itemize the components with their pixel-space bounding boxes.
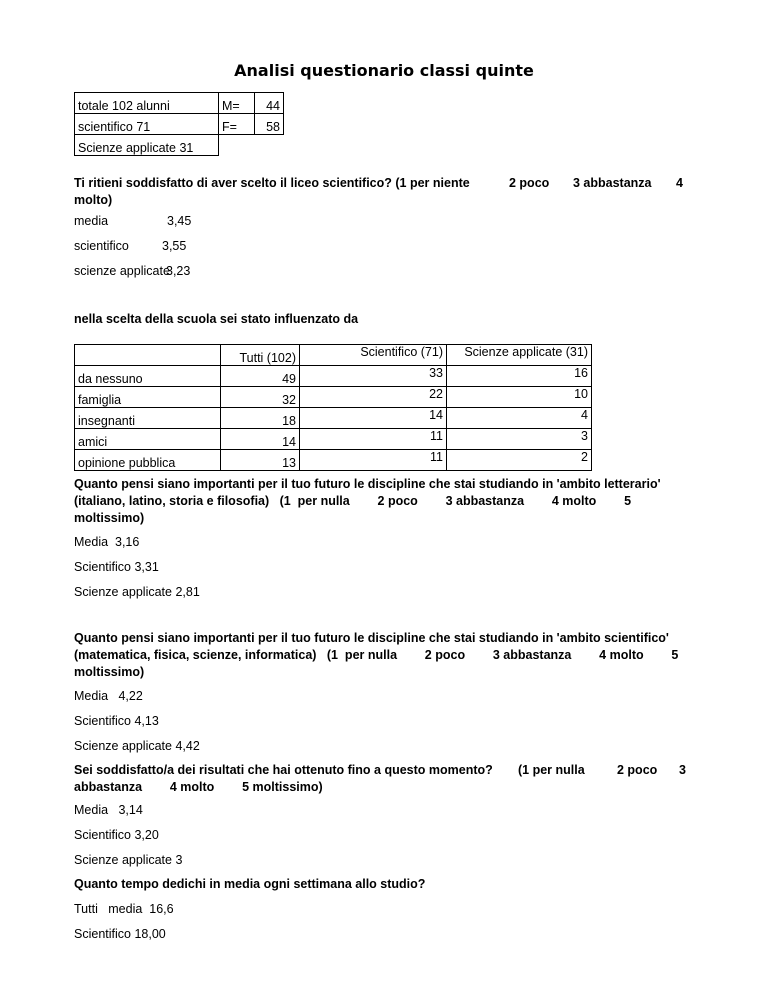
q1-label-media: media — [74, 214, 109, 228]
q1-value-applicate: 3,23 — [166, 264, 191, 278]
row-label: insegnanti — [75, 408, 221, 429]
q1-option-4: 4 — [676, 176, 683, 190]
table-row — [75, 450, 592, 471]
table-row — [75, 387, 592, 408]
q3-scientifico: Scientifico 3,31 — [74, 560, 159, 574]
q5-question-line1: Sei soddisfatto/a dei risultati che hai ottenuto fino a questo momento? — [74, 763, 493, 777]
q4-question-line2: (matematica, fisica, scienze, informatica) (1 per nulla 2 poco 3 abbastanza 4 molto 5 — [74, 648, 679, 662]
page-title: Analisi questionario classi quinte — [234, 61, 534, 80]
table-row — [75, 366, 592, 387]
q2-heading: nella scelta della scuola sei stato influenzato da — [74, 312, 359, 326]
cell-scientifico: 22 — [300, 387, 447, 408]
q5-applicate: Scienze applicate 3 — [74, 853, 183, 867]
cell-scientifico: 11 — [300, 429, 447, 450]
q4-scientifico: Scientifico 4,13 — [74, 714, 159, 728]
cell-tutti: 13 — [221, 450, 300, 471]
cell-tutti: 18 — [221, 408, 300, 429]
q3-question-line2: (italiano, latino, storia e filosofia) (1 per nulla 2 poco 3 abbastanza 4 molto 5 — [74, 494, 632, 508]
q1-question-end: molto) — [74, 193, 113, 207]
stats-m-key: M= — [219, 93, 255, 114]
q1-question: Ti ritieni soddisfatto di aver scelto il liceo scientifico? (1 per niente — [74, 176, 470, 190]
q6-heading: Quanto tempo dedichi in media ogni settimana allo studio? — [74, 877, 426, 891]
q1-label-scientifico: scientifico — [74, 239, 129, 253]
cell-scientifico: 11 — [300, 450, 447, 471]
cell-scientifico: 33 — [300, 366, 447, 387]
cell-tutti: 14 — [221, 429, 300, 450]
cell-scientifico: 14 — [300, 408, 447, 429]
q5-option-1: (1 per nulla — [518, 763, 585, 777]
influence-header-empty — [75, 345, 221, 366]
cell-tutti: 32 — [221, 387, 300, 408]
cell-tutti: 49 — [221, 366, 300, 387]
q1-value-scientifico: 3,55 — [162, 239, 187, 253]
stats-scientifico: scientifico 71 — [75, 114, 219, 135]
row-label: da nessuno — [75, 366, 221, 387]
stats-table — [74, 92, 284, 156]
col-scientifico: Scientifico (71) — [300, 345, 447, 366]
cell-applicate: 2 — [447, 450, 592, 471]
q3-media: Media 3,16 — [74, 535, 140, 549]
q4-media: Media 4,22 — [74, 689, 143, 703]
q5-option-2: 2 poco — [617, 763, 658, 777]
cell-applicate: 4 — [447, 408, 592, 429]
q6-scientifico: Scientifico 18,00 — [74, 927, 166, 941]
stats-f-value: 58 — [255, 114, 284, 135]
q5-question-line2: abbastanza 4 molto 5 moltissimo) — [74, 780, 323, 794]
q3-applicate: Scienze applicate 2,81 — [74, 585, 200, 599]
q3-question-line1: Quanto pensi siano importanti per il tuo futuro le discipline che stai studiando in 'ambito letterario' — [74, 477, 661, 491]
stats-total: totale 102 alunni — [75, 93, 219, 114]
q5-option-3: 3 — [679, 763, 686, 777]
stats-applicate: Scienze applicate 31 — [75, 135, 219, 156]
q1-option-3: 3 abbastanza — [573, 176, 652, 190]
table-row — [75, 429, 592, 450]
q6-tutti: Tutti media 16,6 — [74, 902, 174, 916]
q4-question-line3: moltissimo) — [74, 665, 145, 679]
q3-question-line3: moltissimo) — [74, 511, 145, 525]
q5-scientifico: Scientifico 3,20 — [74, 828, 159, 842]
col-applicate: Scienze applicate (31) — [447, 345, 592, 366]
stats-m-value: 44 — [255, 93, 284, 114]
table-row — [75, 408, 592, 429]
row-label: amici — [75, 429, 221, 450]
q1-value-media: 3,45 — [167, 214, 192, 228]
col-tutti: Tutti (102) — [221, 345, 300, 366]
influence-table — [74, 344, 592, 471]
cell-applicate: 10 — [447, 387, 592, 408]
q4-question-line1: Quanto pensi siano importanti per il tuo futuro le discipline che stai studiando in 'ambito scientifico' — [74, 631, 669, 645]
cell-applicate: 16 — [447, 366, 592, 387]
q1-label-applicate: scienze applicate — [74, 264, 170, 278]
q5-media: Media 3,14 — [74, 803, 143, 817]
row-label: opinione pubblica — [75, 450, 221, 471]
cell-applicate: 3 — [447, 429, 592, 450]
q1-option-2: 2 poco — [509, 176, 550, 190]
stats-f-key: F= — [219, 114, 255, 135]
row-label: famiglia — [75, 387, 221, 408]
q4-applicate: Scienze applicate 4,42 — [74, 739, 200, 753]
